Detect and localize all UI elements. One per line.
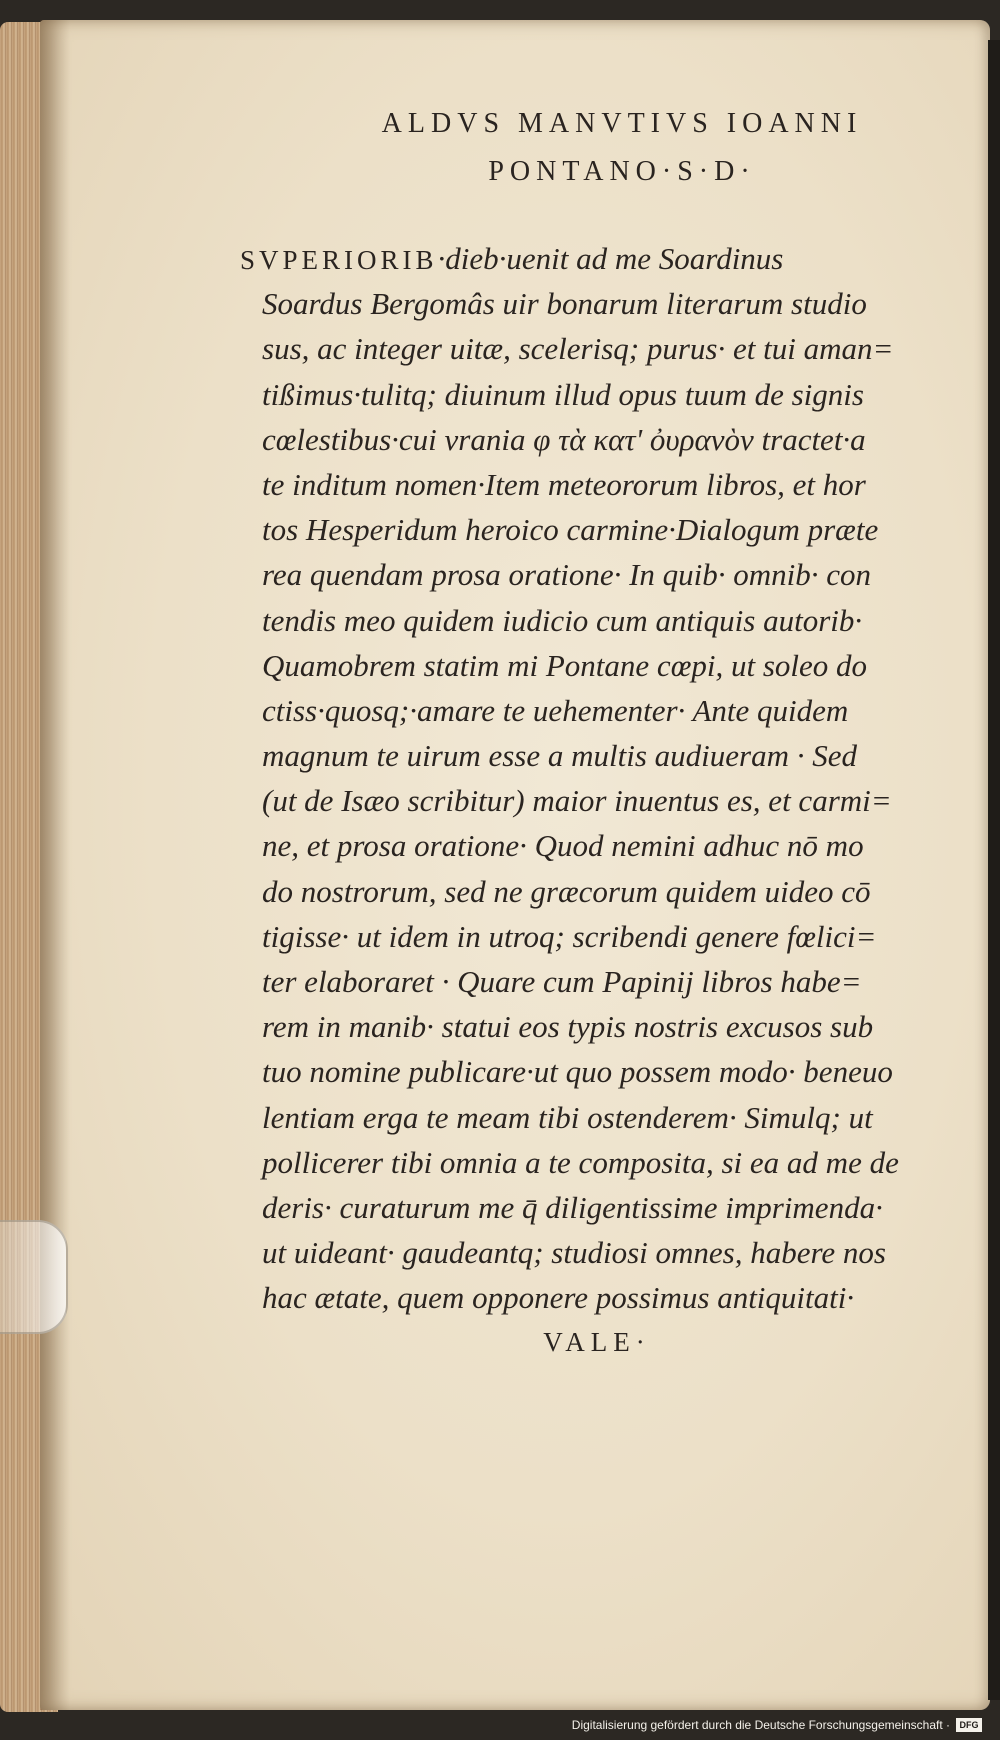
text-line: ne, et prosa oratione· Quod nemini adhuc nō mo	[262, 828, 864, 864]
letter-heading	[252, 100, 992, 196]
credit-text: Digitalisierung gefördert durch die Deutsche Forschungsgemeinschaft ·	[571, 1718, 950, 1732]
text-line: rea quendam prosa oratione· In quib· omnib· con	[262, 557, 872, 593]
text-line: cœlestibus·cui vrania φ τὰ κατ' ὀυρανὸν tractet·a	[262, 421, 866, 457]
text-line: Soardus Bergomâs uir bonarum literarum studio	[262, 286, 867, 322]
letter-body	[240, 236, 972, 1321]
text-line: ut uideant· gaudeantq; studiosi omnes, habere nos	[262, 1235, 886, 1271]
text-line: tos Hesperidum heroico carmine·Dialogum præte	[262, 512, 879, 548]
text-line: Quamobrem statim mi Pontane cœpi, ut soleo do	[262, 647, 868, 683]
text-line: lentiam erga te meam tibi ostenderem· Simulq; ut	[262, 1099, 873, 1135]
spine-shadow	[40, 20, 70, 1710]
text-line: deris· curaturum me q̄ diligentissime imprimenda·	[262, 1189, 883, 1225]
printed-text-block	[240, 100, 992, 1358]
text-line: pollicerer tibi omnia a te composita, si ea ad me de	[262, 1144, 899, 1180]
text-line: (ut de Isæo scribitur) maior inuentus es, et carmi=	[262, 783, 892, 819]
text-line: tuo nomine publicare·ut quo possem modo· beneuo	[262, 1054, 893, 1090]
heading-line-2: PONTANO·S·D·	[488, 156, 756, 187]
opening-word: SVPERIORIB	[240, 245, 438, 275]
text-line: hac ætate, quem opponere possimus antiquitati·	[262, 1280, 855, 1316]
closing-vale: VALE·	[543, 1326, 651, 1357]
text-line: tißimus·tulitq; diuinum illud opus tuum de signis	[262, 376, 864, 412]
text-line	[240, 236, 972, 281]
heading-line-1: ALDVS MANVTIVS IOANNI	[381, 108, 863, 139]
digitization-credit	[572, 1718, 982, 1732]
text-line-content: ·dieb·uenit ad me Soardinus	[437, 241, 784, 276]
text-line: te inditum nomen·Item meteororum libros, et hor	[262, 466, 866, 502]
dfg-logo: DFG	[956, 1718, 982, 1732]
text-line: do nostrorum, sed ne græcorum quidem uideo cō	[262, 873, 871, 909]
text-line: tendis meo quidem iudicio cum antiquis autorib·	[262, 602, 863, 638]
page-clip	[0, 1220, 68, 1334]
text-line: magnum te uirum esse a multis audiueram · Sed	[262, 738, 857, 774]
text-line: rem in manib· statui eos typis nostris excusos sub	[262, 1009, 874, 1045]
text-line: ctiss·quosq;·amare te uehementer· Ante quidem	[262, 692, 849, 728]
text-line: sus, ac integer uitæ, scelerisq; purus· et tui aman=	[262, 331, 894, 367]
text-line: ter elaboraret · Quare cum Papinij libros habe=	[262, 964, 862, 999]
text-line: tigisse· ut idem in utroq; scribendi genere fœlici=	[262, 918, 877, 954]
